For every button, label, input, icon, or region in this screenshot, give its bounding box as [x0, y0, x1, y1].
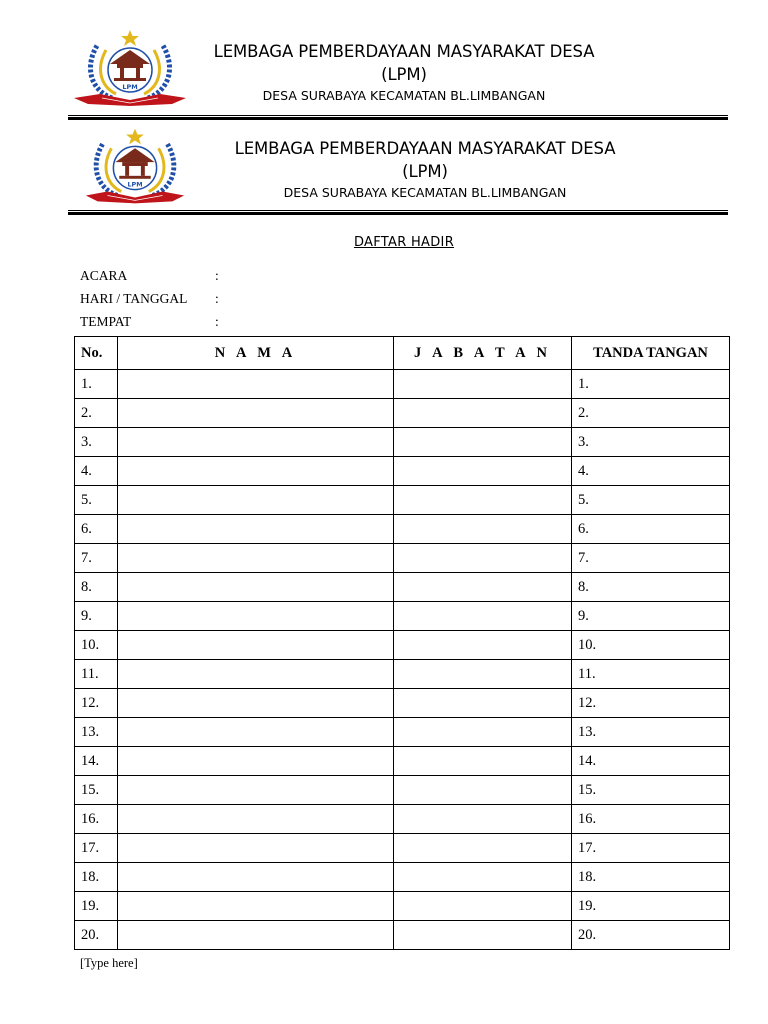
- cell-no: 14.: [75, 747, 118, 776]
- letterhead-2: [0, 122, 768, 210]
- cell-jabatan[interactable]: [394, 718, 572, 747]
- cell-jabatan[interactable]: [394, 689, 572, 718]
- cell-tanda-tangan[interactable]: 10.: [572, 631, 730, 660]
- cell-nama[interactable]: [118, 863, 394, 892]
- cell-nama[interactable]: [118, 486, 394, 515]
- cell-nama[interactable]: [118, 544, 394, 573]
- header-no: No.: [75, 337, 118, 370]
- cell-tanda-tangan[interactable]: 6.: [572, 515, 730, 544]
- cell-tanda-tangan[interactable]: 16.: [572, 805, 730, 834]
- cell-no: 19.: [75, 892, 118, 921]
- page-title: DAFTAR HADIR: [353, 235, 455, 250]
- cell-nama[interactable]: [118, 834, 394, 863]
- table-row: [75, 370, 730, 399]
- meta-colon: :: [215, 291, 219, 306]
- cell-tanda-tangan[interactable]: 7.: [572, 544, 730, 573]
- divider: [68, 115, 728, 116]
- letterhead-text: [176, 40, 632, 106]
- table-row: [75, 428, 730, 457]
- cell-jabatan[interactable]: [394, 573, 572, 602]
- cell-nama[interactable]: [118, 602, 394, 631]
- svg-text:LPM: LPM: [122, 83, 138, 91]
- cell-no: 5.: [75, 486, 118, 515]
- cell-nama[interactable]: [118, 892, 394, 921]
- letterhead-text: [196, 137, 654, 203]
- cell-no: 9.: [75, 602, 118, 631]
- table-row: [75, 718, 730, 747]
- table-header-row: [75, 337, 730, 370]
- table-row: [75, 457, 730, 486]
- cell-nama[interactable]: [118, 689, 394, 718]
- cell-jabatan[interactable]: [394, 776, 572, 805]
- cell-tanda-tangan[interactable]: 17.: [572, 834, 730, 863]
- meta-colon: :: [215, 268, 219, 283]
- svg-text:LPM: LPM: [127, 180, 143, 189]
- cell-jabatan[interactable]: [394, 370, 572, 399]
- divider: [68, 117, 728, 120]
- cell-no: 13.: [75, 718, 118, 747]
- cell-tanda-tangan[interactable]: 14.: [572, 747, 730, 776]
- header-jabatan: J A B A T A N: [394, 337, 572, 370]
- table-row: [75, 486, 730, 515]
- cell-nama[interactable]: [118, 660, 394, 689]
- cell-tanda-tangan[interactable]: 3.: [572, 428, 730, 457]
- cell-jabatan[interactable]: [394, 747, 572, 776]
- table-row: [75, 399, 730, 428]
- cell-jabatan[interactable]: [394, 805, 572, 834]
- cell-nama[interactable]: [118, 515, 394, 544]
- cell-no: 8.: [75, 573, 118, 602]
- table-row: [75, 834, 730, 863]
- table-row: [75, 776, 730, 805]
- cell-no: 6.: [75, 515, 118, 544]
- org-name: LEMBAGA PEMBERDAYAAN MASYARAKAT DESA: [213, 42, 595, 61]
- table-row: [75, 921, 730, 950]
- table-row: [75, 863, 730, 892]
- org-address: DESA SURABAYA KECAMATAN BL.LIMBANGAN: [262, 88, 546, 103]
- cell-tanda-tangan[interactable]: 1.: [572, 370, 730, 399]
- cell-tanda-tangan[interactable]: 13.: [572, 718, 730, 747]
- meta-field-hari-tanggal: [80, 291, 219, 307]
- header-tanda-tangan: TANDA TANGAN: [572, 337, 730, 370]
- org-address: DESA SURABAYA KECAMATAN BL.LIMBANGAN: [283, 185, 567, 200]
- cell-tanda-tangan[interactable]: 20.: [572, 921, 730, 950]
- table-row: [75, 660, 730, 689]
- cell-no: 12.: [75, 689, 118, 718]
- cell-nama[interactable]: [118, 573, 394, 602]
- meta-colon: :: [215, 314, 219, 329]
- cell-no: 2.: [75, 399, 118, 428]
- header-nama: N A M A: [118, 337, 394, 370]
- cell-tanda-tangan[interactable]: 12.: [572, 689, 730, 718]
- cell-tanda-tangan[interactable]: 2.: [572, 399, 730, 428]
- cell-no: 3.: [75, 428, 118, 457]
- cell-tanda-tangan[interactable]: 4.: [572, 457, 730, 486]
- cell-tanda-tangan[interactable]: 8.: [572, 573, 730, 602]
- cell-no: 18.: [75, 863, 118, 892]
- cell-no: 17.: [75, 834, 118, 863]
- cell-nama[interactable]: [118, 747, 394, 776]
- cell-tanda-tangan[interactable]: 18.: [572, 863, 730, 892]
- cell-nama[interactable]: [118, 921, 394, 950]
- lpm-logo-icon: [72, 28, 188, 108]
- cell-jabatan[interactable]: [394, 660, 572, 689]
- meta-label: TEMPAT: [80, 314, 132, 329]
- table-row: [75, 602, 730, 631]
- table-row: [75, 689, 730, 718]
- cell-no: 11.: [75, 660, 118, 689]
- cell-jabatan[interactable]: [394, 515, 572, 544]
- table-row: [75, 805, 730, 834]
- org-name: LEMBAGA PEMBERDAYAAN MASYARAKAT DESA: [234, 139, 616, 158]
- cell-nama[interactable]: [118, 457, 394, 486]
- cell-no: 16.: [75, 805, 118, 834]
- cell-tanda-tangan[interactable]: 5.: [572, 486, 730, 515]
- cell-jabatan[interactable]: [394, 457, 572, 486]
- letterhead-1: [0, 22, 768, 112]
- cell-jabatan[interactable]: [394, 602, 572, 631]
- attendance-table: [74, 336, 730, 950]
- meta-field-acara: [80, 268, 219, 284]
- cell-nama[interactable]: [118, 631, 394, 660]
- cell-no: 15.: [75, 776, 118, 805]
- lpm-logo-icon: [78, 126, 192, 206]
- cell-nama[interactable]: [118, 718, 394, 747]
- cell-tanda-tangan[interactable]: 9.: [572, 602, 730, 631]
- cell-tanda-tangan[interactable]: 15.: [572, 776, 730, 805]
- cell-nama[interactable]: [118, 805, 394, 834]
- cell-tanda-tangan[interactable]: 11.: [572, 660, 730, 689]
- cell-no: 10.: [75, 631, 118, 660]
- cell-tanda-tangan[interactable]: 19.: [572, 892, 730, 921]
- cell-jabatan[interactable]: [394, 486, 572, 515]
- footer-placeholder: [Type here]: [80, 956, 138, 970]
- divider: [68, 210, 728, 211]
- cell-jabatan[interactable]: [394, 544, 572, 573]
- cell-jabatan[interactable]: [394, 399, 572, 428]
- org-abbr: (LPM): [402, 162, 448, 181]
- cell-nama[interactable]: [118, 776, 394, 805]
- meta-label: HARI / TANGGAL: [80, 291, 188, 306]
- cell-jabatan[interactable]: [394, 892, 572, 921]
- meta-field-tempat: [80, 314, 219, 330]
- org-abbr: (LPM): [381, 65, 427, 84]
- table-row: [75, 544, 730, 573]
- table-row: [75, 892, 730, 921]
- cell-jabatan[interactable]: [394, 428, 572, 457]
- cell-no: 20.: [75, 921, 118, 950]
- cell-jabatan[interactable]: [394, 834, 572, 863]
- cell-jabatan[interactable]: [394, 631, 572, 660]
- cell-jabatan[interactable]: [394, 863, 572, 892]
- cell-no: 1.: [75, 370, 118, 399]
- cell-no: 4.: [75, 457, 118, 486]
- table-row: [75, 747, 730, 776]
- table-row: [75, 515, 730, 544]
- table-row: [75, 631, 730, 660]
- cell-nama[interactable]: [118, 370, 394, 399]
- cell-no: 7.: [75, 544, 118, 573]
- cell-jabatan[interactable]: [394, 921, 572, 950]
- divider: [68, 212, 728, 215]
- table-row: [75, 573, 730, 602]
- cell-nama[interactable]: [118, 428, 394, 457]
- cell-nama[interactable]: [118, 399, 394, 428]
- meta-label: ACARA: [80, 268, 128, 283]
